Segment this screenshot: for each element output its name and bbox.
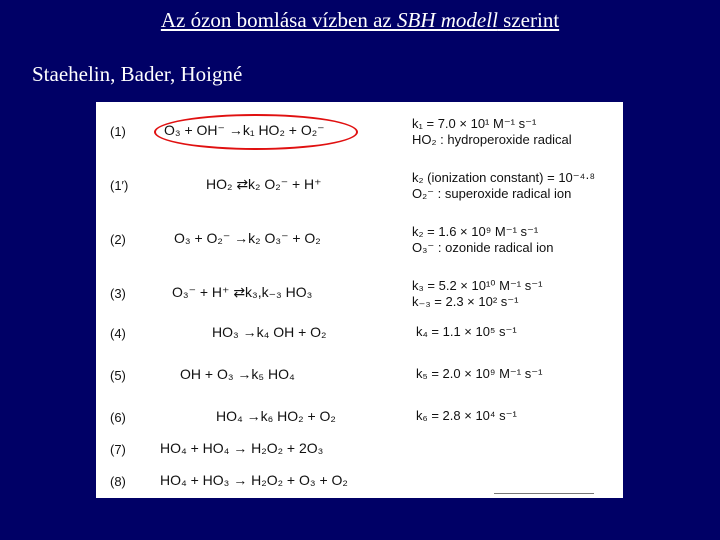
rate-constant xyxy=(416,366,542,382)
rate-note: O₂⁻ : superoxide radical ion xyxy=(412,186,572,201)
reaction-row-6 xyxy=(96,398,623,434)
scan-line-artifact xyxy=(494,493,594,494)
reaction-number: (5) xyxy=(110,368,126,383)
reaction-row-2 xyxy=(96,220,623,256)
reaction-equation: HO₄ + HO₃ → H₂O₂ + O₃ + O₂ xyxy=(160,472,348,488)
reaction-row-3 xyxy=(96,274,623,310)
reaction-table-image xyxy=(96,102,623,498)
reaction-equation: O₃ + O₂⁻ →k₂ O₃⁻ + O₂ xyxy=(174,230,321,246)
reaction-equation: HO₄ →k₆ HO₂ + O₂ xyxy=(216,408,336,424)
reaction-row-7 xyxy=(96,430,623,466)
rate-line: k₆ = 2.8 × 10⁴ s⁻¹ xyxy=(416,408,517,423)
rate-line: k₅ = 2.0 × 10⁹ M⁻¹ s⁻¹ xyxy=(416,366,543,381)
rate-note: k₋₃ = 2.3 × 10² s⁻¹ xyxy=(412,294,519,309)
reaction-equation: O₃ + OH⁻ →k₁ HO₂ + O₂⁻ xyxy=(164,122,325,138)
reaction-equation: OH + O₃ →k₅ HO₄ xyxy=(180,366,295,382)
reaction-number: (1) xyxy=(110,124,126,139)
reaction-equation: HO₂ ⇄k₂ O₂⁻ + H⁺ xyxy=(206,176,322,192)
rate-note: O₃⁻ : ozonide radical ion xyxy=(412,240,554,255)
rate-note: HO₂ : hydroperoxide radical xyxy=(412,132,572,147)
rate-line: k₂ (ionization constant) = 10⁻⁴·⁸ xyxy=(412,170,596,185)
title-italic: SBH modell xyxy=(397,8,498,32)
rate-constant xyxy=(416,408,517,424)
title-prefix: Az ózon bomlása vízben az xyxy=(160,8,398,32)
authors: Staehelin, Bader, Hoigné xyxy=(32,62,243,86)
rate-line: k₁ = 7.0 × 10¹ M⁻¹ s⁻¹ xyxy=(412,116,537,131)
reaction-equation: HO₄ + HO₄ → H₂O₂ + 2O₃ xyxy=(160,440,324,456)
reaction-equation: HO₃ →k₄ OH + O₂ xyxy=(212,324,327,340)
rate-line: k₂ = 1.6 × 10⁹ M⁻¹ s⁻¹ xyxy=(412,224,539,239)
rate-constant xyxy=(416,324,517,340)
rate-constant xyxy=(412,170,595,202)
reaction-row-4 xyxy=(96,314,623,350)
reaction-number: (6) xyxy=(110,410,126,425)
reaction-row-1 xyxy=(96,112,623,148)
reaction-number: (4) xyxy=(110,326,126,341)
reaction-number: (1′) xyxy=(110,178,129,193)
rate-constant xyxy=(412,224,554,256)
reaction-number: (3) xyxy=(110,286,126,301)
rate-line: k₄ = 1.1 × 10⁵ s⁻¹ xyxy=(416,324,517,339)
reaction-number: (7) xyxy=(110,442,126,457)
reaction-equation: O₃⁻ + H⁺ ⇄k₃,k₋₃ HO₃ xyxy=(172,284,313,300)
reaction-number: (2) xyxy=(110,232,126,247)
slide-title xyxy=(0,8,720,33)
reaction-row-5 xyxy=(96,356,623,392)
reaction-row-1prime xyxy=(96,166,623,202)
rate-constant xyxy=(412,116,572,148)
rate-line: k₃ = 5.2 × 10¹⁰ M⁻¹ s⁻¹ xyxy=(412,278,543,293)
reaction-number: (8) xyxy=(110,474,126,489)
title-suffix: szerint xyxy=(497,8,560,32)
rate-constant xyxy=(412,278,542,310)
